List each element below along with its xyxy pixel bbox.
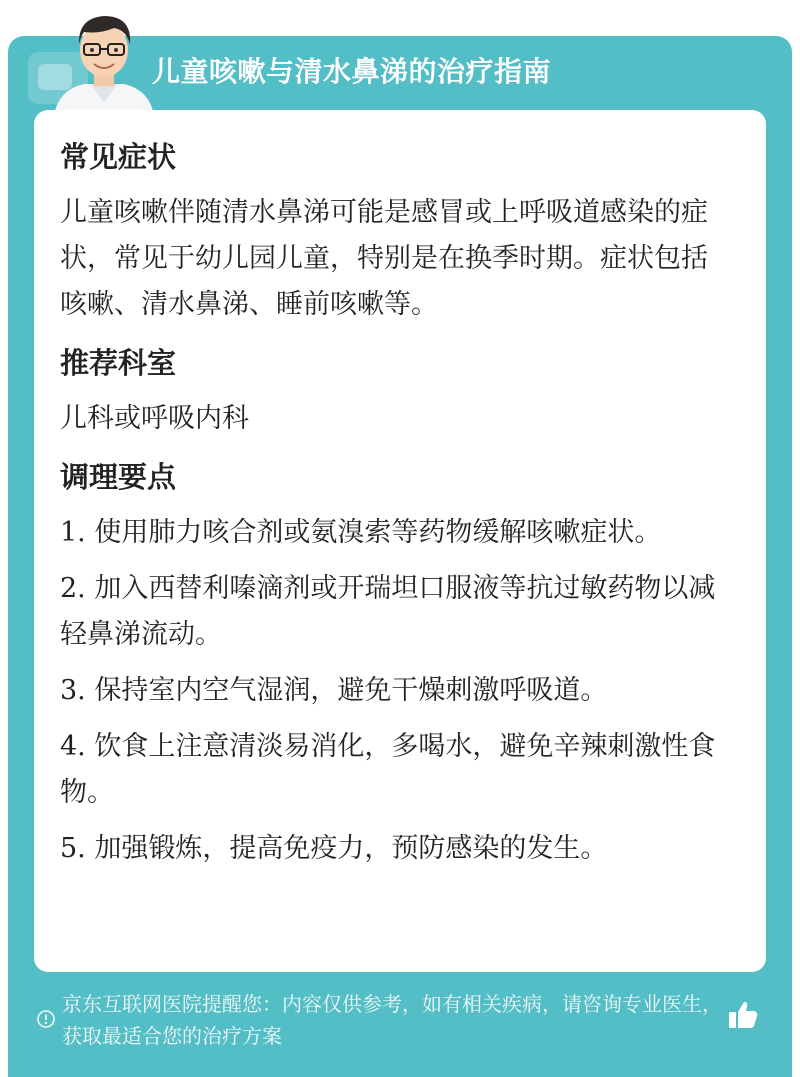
section-title-care-points: 调理要点 — [60, 460, 177, 494]
info-icon — [36, 1009, 56, 1029]
department-text: 儿科或呼吸内科 — [60, 403, 249, 434]
page-title: 儿童咳嗽与清水鼻涕的治疗指南 — [152, 55, 552, 88]
doctor-avatar — [44, 4, 164, 116]
list-item: 1. 使用肺力咳合剂或氨溴索等药物缓解咳嗽症状。 — [60, 517, 662, 548]
thumbs-up-icon[interactable] — [726, 998, 760, 1032]
content-card — [34, 110, 766, 972]
list-item: 4. 饮食上注意清淡易消化，多喝水，避免辛辣刺激性食物。 — [60, 731, 716, 808]
section-title-department: 推荐科室 — [60, 346, 177, 380]
section-title-symptoms: 常见症状 — [60, 140, 177, 174]
list-item: 2. 加入西替利嗪滴剂或开瑞坦口服液等抗过敏药物以减轻鼻涕流动。 — [60, 573, 716, 650]
list-item: 5. 加强锻炼，提高免疫力，预防感染的发生。 — [60, 833, 608, 864]
care-points-list — [60, 510, 732, 872]
list-item: 3. 保持室内空气湿润，避免干燥刺激呼吸道。 — [60, 675, 608, 706]
symptoms-text: 儿童咳嗽伴随清水鼻涕可能是感冒或上呼吸道感染的症状，常见于幼儿园儿童，特别是在换季时期。症状包括咳嗽、清水鼻涕、睡前咳嗽等。 — [60, 197, 708, 320]
footer-disclaimer: 京东互联网医院提醒您：内容仅供参考，如有相关疾病，请咨询专业医生，获取最适合您的治疗方案 — [62, 992, 722, 1048]
